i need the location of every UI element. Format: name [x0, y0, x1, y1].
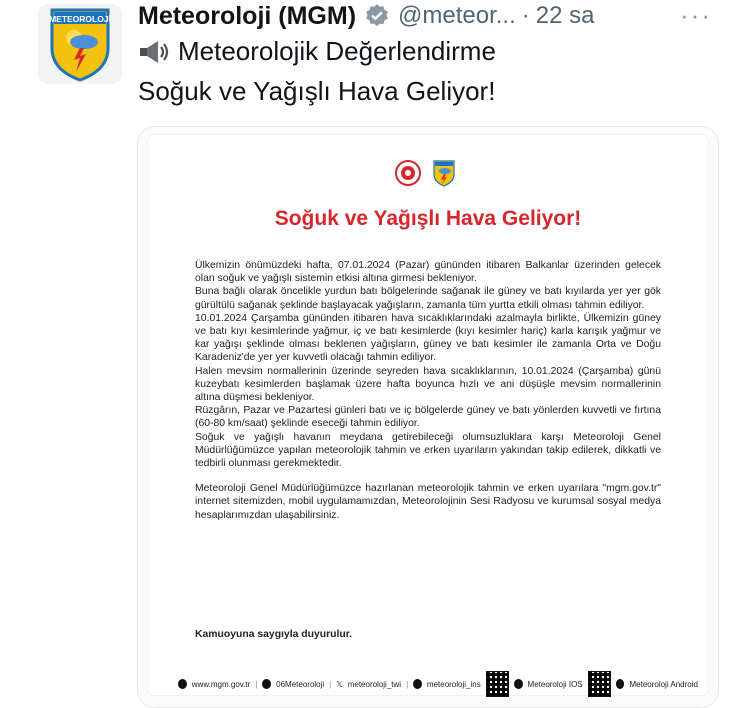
- footer-instagram: meteoroloji_ins: [426, 679, 481, 689]
- timestamp[interactable]: 22 sa: [535, 2, 595, 29]
- mgm-logo-icon: [38, 4, 122, 84]
- avatar[interactable]: [38, 4, 122, 84]
- divider: |: [329, 679, 332, 689]
- header-logos: [395, 159, 457, 187]
- paragraph: Ülkemizin önümüzdeki hafta, 07.01.2024 (Pazar) gününden itibaren Balkanlar üzerinden gelecek olan soğuk ve yağışlı sistemin etkisi altına girmesi bekleniyor.: [195, 260, 661, 285]
- tweet-line1-text: Meteorolojik Değerlendirme: [178, 36, 496, 66]
- separator-dot: ·: [521, 2, 530, 29]
- tweet-header: [0, 0, 750, 120]
- media-card[interactable]: [137, 126, 719, 708]
- footer-android: Meteoroloji Android: [629, 679, 698, 689]
- divider: |: [255, 679, 258, 689]
- handle[interactable]: @meteor...: [398, 2, 516, 29]
- footer-x: meteoroloji_twi: [347, 679, 402, 689]
- name-row: [138, 0, 595, 32]
- apple-icon: [514, 679, 523, 689]
- qr-code-android: [588, 671, 611, 697]
- paragraph: 10.01.2024 Çarşamba gününden itibaren hava sıcaklıklarındaki azalmayla birlikte, Ülkemizin güney ve batı kıyı kesimlerinde yağmur, iç ve batı kesimlerde (kıyı kesimler hariç) karla karışık yağmur ve kar yağışı şeklinde olması beklenen yağışların, güney ve batı kesimler ile zamanla Orta ve Doğu Karadeniz'de yer yer kuvvetli olacağı tahmin ediliyor.: [195, 312, 661, 364]
- footer-website: www.mgm.gov.tr: [191, 679, 251, 689]
- android-icon: [616, 679, 625, 689]
- verified-badge-icon: [364, 3, 390, 29]
- loudspeaker-icon: [138, 39, 172, 65]
- footer-ios: Meteoroloji IOS: [527, 679, 583, 689]
- tweet-text-line2: Soğuk ve Yağışlı Hava Geliyor!: [138, 76, 496, 106]
- mgm-small-logo-icon: [431, 159, 457, 187]
- facebook-icon: [262, 679, 271, 689]
- paragraph: Meteoroloji Genel Müdürlüğümüzce hazırlanan meteorolojik tahmin ve erken uyarılara "mgm.gov.tr" internet sitemizden, mobil uygulamamızdan, Meteorolojinin Sesi Radyosu ve kurumsal sosyal medya hesaplarımızdan ulaşabilirsiniz.: [195, 483, 661, 521]
- divider: |: [406, 679, 409, 689]
- qr-code-ios: [486, 671, 509, 697]
- footer-facebook: 06Meteoroloji: [276, 679, 325, 689]
- avatar-text: METEOROLOJİ: [49, 14, 111, 24]
- ministry-emblem-icon: [395, 159, 421, 187]
- paragraph: Halen mevsim normallerinin üzerinde seyreden hava sıcaklıklarının, 10.01.2024 (Çarşamba) günü kuzeybatı kesimlerden başlamak üzere hafta boyunca hızlı ve ani düşüşle mevsim normallerinin altına düşmesi bekleniyor.: [195, 365, 661, 404]
- paragraph: Buna bağlı olarak öncelikle yurdun batı bölgelerinde sağanak ile güney ve batı kıyılarda yer yer gök gürültülü sağanak şeklinde başlayacak yağışların, zamanla tüm yurtta etkili olması tahmin ediliyor.: [195, 286, 661, 311]
- globe-icon: [178, 679, 187, 689]
- display-name[interactable]: Meteoroloji (MGM): [138, 1, 357, 30]
- more-options-icon[interactable]: ···: [680, 0, 712, 30]
- announcement-title: Soğuk ve Yağışlı Hava Geliyor!: [274, 207, 582, 230]
- instagram-icon: [413, 679, 422, 689]
- card-footer: [178, 672, 698, 696]
- closing-line: Kamuoyuna saygıyla duyurulur.: [195, 629, 353, 640]
- tweet-text-line1: [138, 36, 496, 67]
- x-icon: 𝕏: [336, 679, 343, 689]
- paragraph: Soğuk ve yağışlı havanın meydana getirebileceği olumsuzluklara karşı Meteoroloji Genel Müdürlüğümüzce yapılan meteorolojik tahmin ve erken uyarıların yakından takip edilerek, dikkatli ve tedbirli olunması gerekmektedir.: [195, 431, 661, 470]
- announcement-body: [195, 259, 661, 522]
- paragraph: Rüzgârın, Pazar ve Pazartesi günleri batı ve iç bölgelerde güney ve batı yönlerden kuvvetli ve fırtına (60-80 km/saat) şeklinde eseceği tahmin ediliyor.: [195, 405, 661, 430]
